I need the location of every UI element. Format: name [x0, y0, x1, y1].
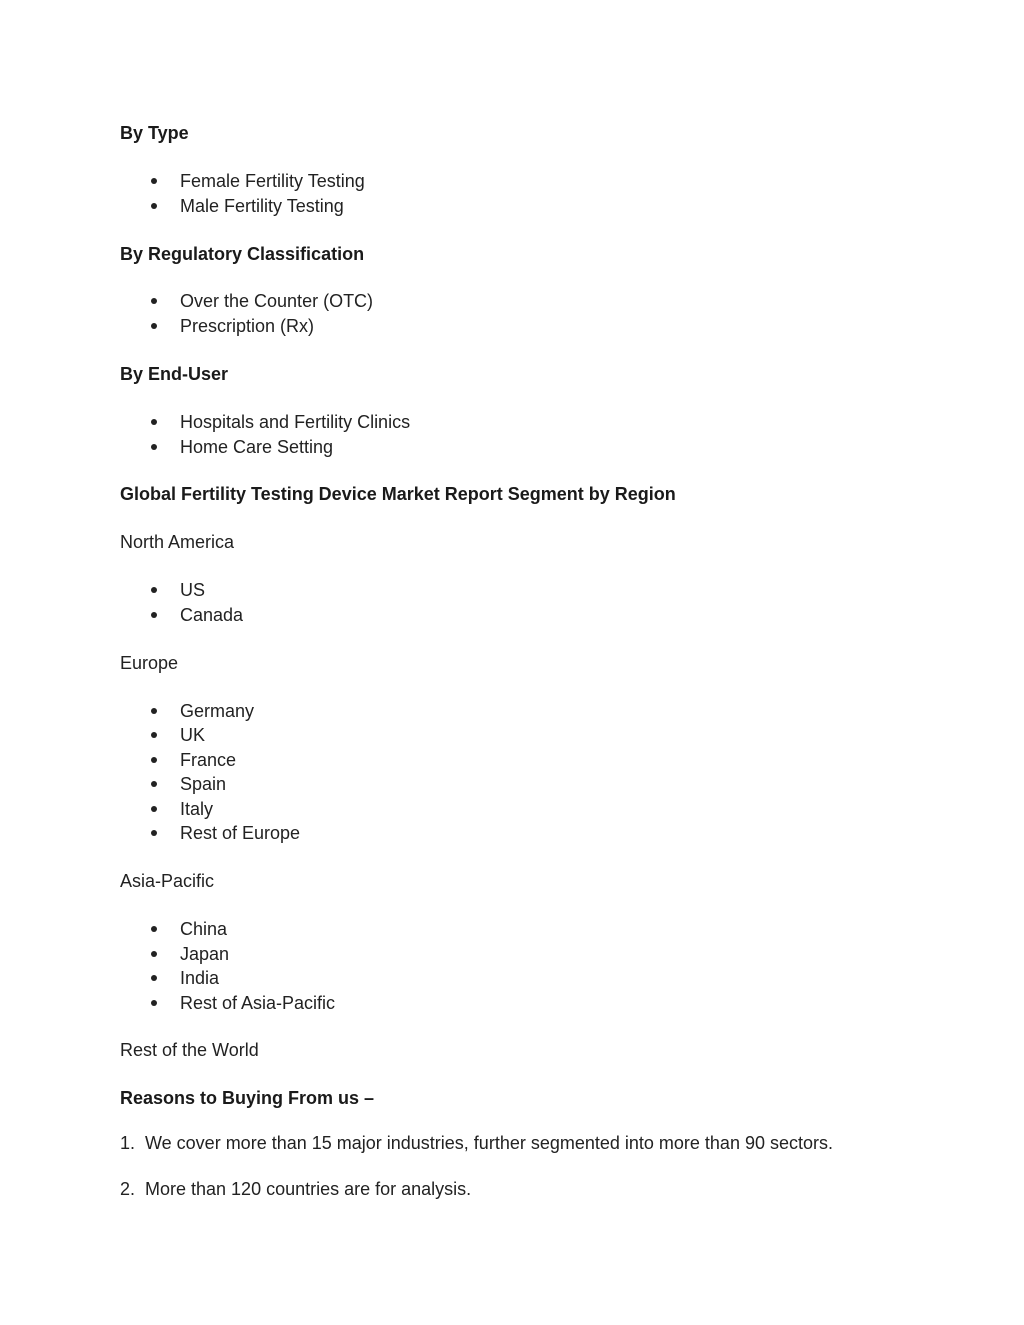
heading-by-region: Global Fertility Testing Device Market Report Segment by Region	[120, 484, 676, 504]
bullet-icon	[151, 708, 157, 714]
bullet-icon	[151, 612, 157, 618]
region-label-europe: Europe	[120, 653, 179, 673]
heading-reasons: Reasons to Buying From us –	[120, 1088, 375, 1108]
bullet-icon	[151, 1000, 157, 1006]
bullet-icon	[151, 781, 157, 787]
region-label-north-america: North America	[120, 532, 235, 552]
bullet-icon	[151, 444, 157, 450]
bullet-icon	[151, 298, 157, 304]
bullet-icon	[151, 830, 157, 836]
bullet-icon	[151, 757, 157, 763]
bullet-icon	[151, 975, 157, 981]
heading-by-end-user: By End-User	[120, 364, 229, 384]
heading-by-regulatory: By Regulatory Classification	[120, 244, 365, 264]
bullet-icon	[151, 951, 157, 957]
bullet-icon	[151, 587, 157, 593]
bullet-icon	[151, 178, 157, 184]
heading-by-type: By Type	[120, 123, 189, 143]
bullet-icon	[151, 323, 157, 329]
bullet-icon	[151, 419, 157, 425]
bullet-icon	[151, 926, 157, 932]
bullet-icon	[151, 203, 157, 209]
bullet-icon	[151, 732, 157, 738]
region-label-rest-of-world: Rest of the World	[120, 1040, 259, 1060]
bullet-icon	[151, 806, 157, 812]
region-label-asia-pacific: Asia-Pacific	[120, 871, 215, 891]
